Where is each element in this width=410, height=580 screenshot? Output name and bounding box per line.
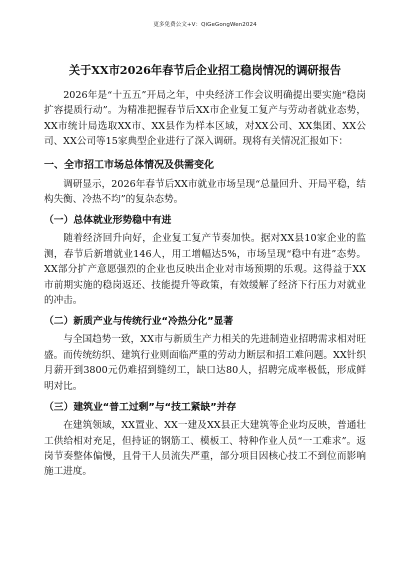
section-heading-1: 一、全市招工市场总体情况及供需变化	[44, 159, 214, 171]
document-title: 关于XX市2026年春节后企业招工稳岗情况的调研报告	[68, 63, 342, 77]
section-intro-paragraph: 调研显示，2026年春节后XX市就业市场呈现“总量回升、开局平稳，结构失衡、冷热不均”的复杂态势。	[44, 178, 366, 206]
subsection-body-1: 随着经济回升向好，企业复工复产节奏加快。据对XX县10家企业的监测，春节后新增就业146人，用工增幅达5%，市场呈现“稳中有进”态势。XX部分扩产意愿强烈的企业也反映出企业对市场预期的乐观。这得益于XX市前期实施的稳岗返还、技能提升等政策，有效缓解了经济下行压力对就业的冲击。	[44, 233, 366, 307]
intro-paragraph: 2026年是“十五五”开局之年，中央经济工作会议明确提出要实施“稳岗扩容提质行动”。为精准把握春节后XX市企业复工复产与劳动者就业态势，XX市统计局选取XX市、XX县作为样本区域，对XX公司、XX集团、XX公司、XX公司等15家典型企业进行了深入调研。现将有关情况汇报如下：	[44, 90, 366, 148]
header-note: 更多免费公文+V：QiGeGongWen2024	[153, 22, 257, 28]
subsection-heading-3: （三）建筑业“普工过剩”与“技工紧缺”并存	[44, 402, 237, 414]
subsection-heading-2: （二）新质产业与传统行业“冷热分化”显著	[44, 316, 234, 328]
subsection-body-2: 与全国趋势一致，XX市与新质生产力相关的先进制造业招聘需求相对旺盛。而传统纺织、建筑行业则面临严重的劳动力断层和招工难问题。XX针织月薪开到3800元仍难招到缝纫工，缺口达80人，招聘完成率极低，形成鲜明对比。	[44, 334, 366, 392]
subsection-heading-1: （一）总体就业形势稳中有进	[44, 215, 172, 227]
subsection-body-3: 在建筑领域，XX置业、XX一建及XX县正大建筑等企业均反映，普通壮工供给相对充足，但持证的钢筋工、模板工、特种作业人员“一工难求”。返岗节奏整体偏慢，且骨干人员流失严重，部分项目因核心技工不到位而影响施工进度。	[44, 420, 366, 478]
